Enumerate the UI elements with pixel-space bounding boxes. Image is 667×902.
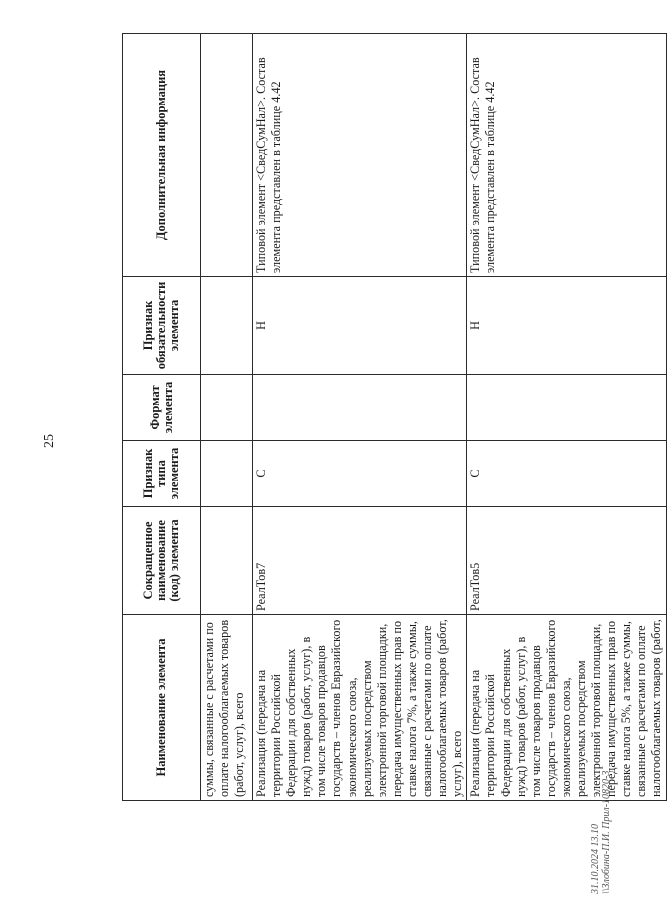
header-required: Признак обязательности элемента: [123, 277, 201, 375]
cell-required: Н: [253, 277, 467, 375]
cell-type: С: [467, 441, 666, 507]
cell-code: РеалТов7: [253, 507, 467, 615]
table-row: [201, 34, 253, 801]
cell-type: [201, 441, 253, 507]
table-row: [467, 34, 666, 801]
table-row: [253, 34, 467, 801]
cell-info: Типовой элемент <СведСумНал>. Состав элемента представлен в таблице 4.42: [467, 34, 666, 277]
cell-info: Типовой элемент <СведСумНал>. Состав элемента представлен в таблице 4.42: [253, 34, 467, 277]
table-header-row: [123, 34, 201, 801]
cell-format: [201, 375, 253, 441]
cell-format: [467, 375, 666, 441]
header-code: Сокращенное наименование (код) элемента: [123, 507, 201, 615]
footer-timestamp: 31.10.2024 13.10: [590, 824, 601, 894]
cell-type: С: [253, 441, 467, 507]
cell-name: суммы, связанные с расчетами по оплате налогооблагаемых товаров (работ, услуг), всего: [201, 615, 253, 801]
cell-info: [201, 34, 253, 277]
footer-path: \\Злобина-П.И. Прил-10820-3: [601, 770, 612, 894]
cell-code: РеалТов5: [467, 507, 666, 615]
elements-table: [122, 33, 667, 801]
header-format: Формат элемента: [123, 375, 201, 441]
cell-name: Реализация (передача на территории Российской Федерации для собственных нужд) товаров (работ, услуг), в том числе товаров продавцов государств – членов Евразийского экономического союза, реализуемых посредством электронной торговой площадки, передача имущественных прав по ставке налога 5%, а также суммы, связанные с расчетами по оплате налогооблагаемых товаров (работ,: [467, 615, 666, 801]
header-info: Дополнительная информация: [123, 34, 201, 277]
cell-format: [253, 375, 467, 441]
document-table-container: [122, 33, 664, 801]
cell-code: [201, 507, 253, 615]
header-name: Наименование элемента: [123, 615, 201, 801]
cell-name: Реализация (передача на территории Российской Федерации для собственных нужд) товаров (работ, услуг), в том числе товаров продавцов государств – членов Евразийского экономического союза, реализуемых посредством электронной торговой площадки, передача имущественных прав по ставке налога 7%, а также суммы, связанные с расчетами по оплате налогооблагаемых товаров (работ, услуг), всего: [253, 615, 467, 801]
cell-required: [201, 277, 253, 375]
print-footer: [590, 771, 612, 894]
page-number: 25: [42, 434, 57, 448]
header-type: Признак типа элемента: [123, 441, 201, 507]
cell-required: Н: [467, 277, 666, 375]
